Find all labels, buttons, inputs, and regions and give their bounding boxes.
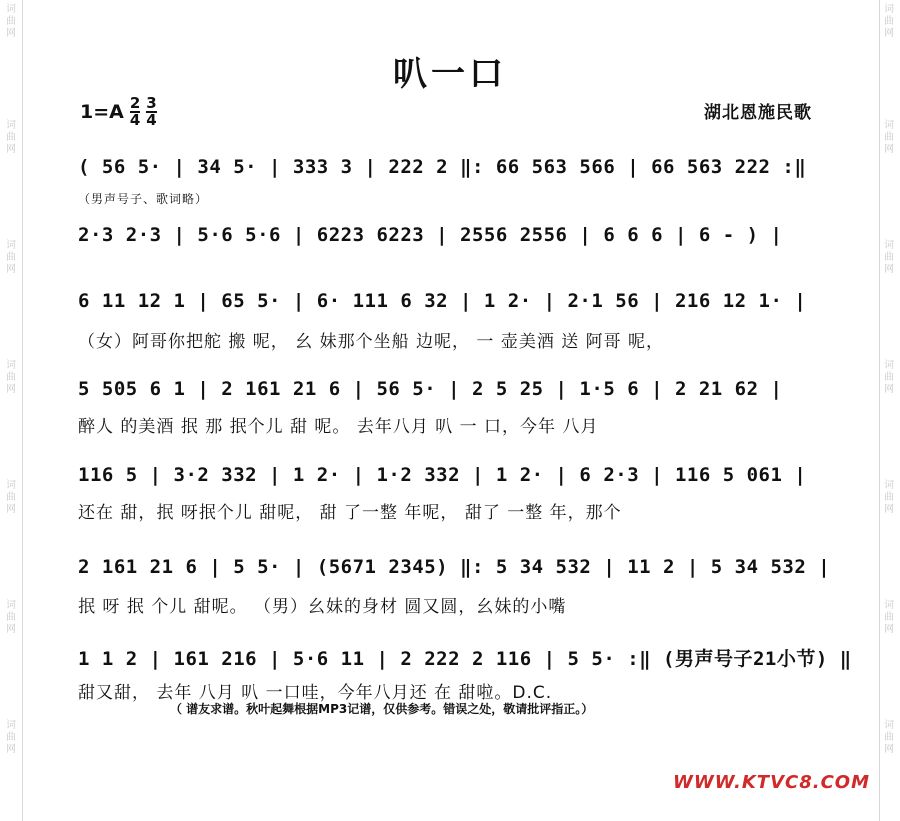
time-signature: $\frac{3}{4}$ [146, 94, 157, 129]
notation-line: 2 161 21 6 | 5 5· | (5671 2345) ‖: 5 34 532 | 11 2 | 5 34 532 | [78, 556, 831, 578]
watermark: 词曲网 [884, 600, 894, 635]
watermark: 词曲网 [884, 4, 894, 39]
lyric-line: 还在 甜，抿 呀抿个儿 甜呢， 甜 了一整 年呢， 甜了 一整 年，那个 [78, 503, 622, 523]
website-logo: WWW.KTVC8.COM [673, 772, 870, 793]
lyric-line: 醉人 的美酒 抿 那 抿个儿 甜 呢。 去年八月 叭 一 口，今年 八月 [78, 417, 599, 437]
key-signature [80, 96, 157, 128]
notation-line: 1 1 2 | 161 216 | 5·6 11 | 2 222 2 116 | 5 5· :‖ (男声号子21小节) ‖ [78, 648, 852, 670]
watermark: 词曲网 [884, 120, 894, 155]
watermark: 词曲网 [6, 360, 16, 395]
notation-line: ( 56 5· | 34 5· | 333 3 | 222 2 ‖: 66 563 566 | 66 563 222 :‖ [78, 156, 807, 178]
lyric-line: 抿 呀 抿 个儿 甜呢。 （男）幺妹的身材 圆又圆，幺妹的小嘴 [78, 597, 567, 617]
notation-line: 116 5 | 3·2 332 | 1 2· | 1·2 332 | 1 2· | 6 2·3 | 116 5 061 | [78, 464, 807, 486]
watermark: 词曲网 [884, 720, 894, 755]
watermark: 词曲网 [6, 480, 16, 515]
watermark: 词曲网 [6, 720, 16, 755]
time-signature: $\frac{2}{4}$ [129, 94, 141, 129]
watermark: 词曲网 [6, 4, 16, 39]
notation-line: 6 11 12 1 | 65 5· | 6· 111 6 32 | 1 2· | 2·1 56 | 216 12 1· | [78, 290, 807, 312]
watermark: 词曲网 [884, 240, 894, 275]
watermark: 词曲网 [6, 120, 16, 155]
lyric-line: （女）阿哥你把舵 搬 呢， 幺 妹那个坐船 边呢， 一 壶美酒 送 阿哥 呢， [78, 332, 665, 352]
notation-line: 2·3 2·3 | 5·6 5·6 | 6223 6223 | 2556 2556 | 6 6 6 | 6 - ) | [78, 224, 783, 246]
song-title: 叭一口 [393, 54, 507, 94]
song-source: 湖北恩施民歌 [704, 103, 812, 123]
lyric-line: 甜又甜， 去年 八月 叭 一口哇，今年八月还 在 甜啦。D.C. [78, 683, 553, 703]
key-label: 1=A [80, 101, 124, 123]
watermark: 词曲网 [6, 600, 16, 635]
footnote: （ 谱友求谱。秋叶起舞根据MP3记谱，仅供参考。错误之处，敬请批评指正。） [170, 702, 594, 716]
watermark: 词曲网 [6, 240, 16, 275]
notation-line: 5 505 6 1 | 2 161 21 6 | 56 5· | 2 5 25 | 1·5 6 | 2 21 62 | [78, 378, 783, 400]
watermark: 词曲网 [884, 480, 894, 515]
lyric-line: （男声号子、歌词略） [78, 192, 209, 206]
watermark: 词曲网 [884, 360, 894, 395]
